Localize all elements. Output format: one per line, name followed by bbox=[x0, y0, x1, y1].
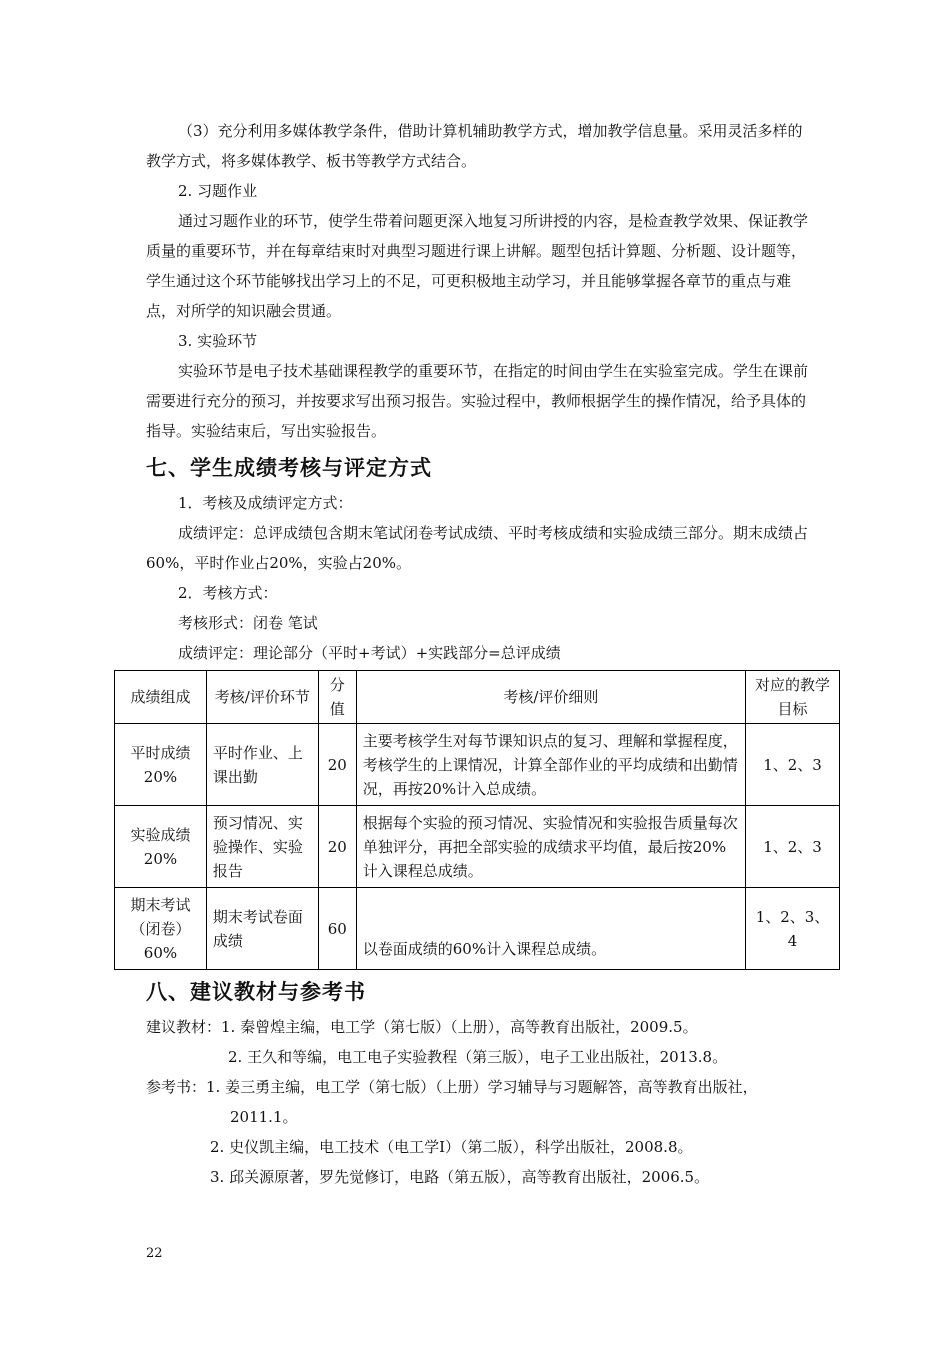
section-7-item-2: 2．考核方式： bbox=[178, 584, 278, 602]
grading-table bbox=[114, 670, 840, 970]
section-7-form: 考核形式：闭卷 笔试 bbox=[178, 614, 318, 632]
section-7-title: 七、学生成绩考核与评定方式 bbox=[146, 456, 432, 480]
subheading-homework: 2. 习题作业 bbox=[178, 182, 258, 200]
page-content bbox=[130, 116, 831, 1192]
table-row bbox=[115, 806, 840, 888]
cell-link: 期末考试卷面成绩 bbox=[206, 888, 318, 970]
cell-detail: 主要考核学生对每节课知识点的复习、理解和掌握程度，考核学生的上课情况，计算全部作业的平均成绩和出勤情况，再按20%计入总成绩。 bbox=[356, 724, 745, 806]
textbook-1: 建议教材：1. 秦曾煌主编，电工学（第七版）（上册），高等教育出版社，2009.5。 bbox=[146, 1018, 698, 1036]
cell-component: 平时成绩20% bbox=[115, 724, 207, 806]
header-link: 考核/评价环节 bbox=[206, 671, 318, 724]
header-goal: 对应的教学目标 bbox=[746, 671, 840, 724]
table-row bbox=[115, 724, 840, 806]
cell-detail: 以卷面成绩的60%计入课程总成绩。 bbox=[356, 888, 745, 970]
cell-goal: 1、2、3、4 bbox=[746, 888, 840, 970]
table-row bbox=[115, 888, 840, 970]
cell-detail: 根据每个实验的预习情况、实验情况和实验报告质量每次单独评分，再把全部实验的成绩求平均值，最后按20%计入课程总成绩。 bbox=[356, 806, 745, 888]
section-8-title: 八、建议教材与参考书 bbox=[146, 980, 366, 1004]
header-score: 分值 bbox=[318, 671, 356, 724]
textbook-2: 2. 王久和等编，电工电子实验教程（第三版），电子工业出版社，2013.8。 bbox=[228, 1048, 728, 1066]
section-7-item-1: 1．考核及成绩评定方式： bbox=[178, 494, 353, 512]
reference-1-year: 2011.1。 bbox=[230, 1108, 298, 1126]
cell-link: 预习情况、实验操作、实验报告 bbox=[206, 806, 318, 888]
cell-link: 平时作业、上课出勤 bbox=[206, 724, 318, 806]
subheading-experiment: 3. 实验环节 bbox=[178, 332, 258, 350]
cell-component: 期末考试（闭卷）60% bbox=[115, 888, 207, 970]
cell-score: 20 bbox=[318, 724, 356, 806]
section-7-grading: 成绩评定：总评成绩包含期末笔试闭卷考试成绩、平时考核成绩和实验成绩三部分。期末成绩占60%，平时作业占20%，实验占20%。 bbox=[146, 524, 809, 572]
reference-2: 2. 史仪凯主编，电工技术（电工学Ⅰ）（第二版），科学出版社，2008.8。 bbox=[210, 1138, 693, 1156]
cell-goal: 1、2、3 bbox=[746, 724, 840, 806]
reference-1: 参考书：1. 姜三勇主编，电工学（第七版）（上册）学习辅导与习题解答，高等教育出版社， bbox=[146, 1078, 758, 1096]
header-detail: 考核/评价细则 bbox=[356, 671, 745, 724]
paragraph-experiment: 实验环节是电子技术基础课程教学的重要环节，在指定的时间由学生在实验室完成。学生在课前需要进行充分的预习，并按要求写出预习报告。实验过程中，教师根据学生的操作情况，给予具体的指导。实验结束后，写出实验报告。 bbox=[146, 362, 809, 440]
cell-component: 实验成绩20% bbox=[115, 806, 207, 888]
cell-score: 60 bbox=[318, 888, 356, 970]
paragraph-multimedia: （3）充分利用多媒体教学条件，借助计算机辅助教学方式，增加教学信息量。采用灵活多样的教学方式，将多媒体教学、板书等教学方式结合。 bbox=[146, 122, 803, 170]
cell-score: 20 bbox=[318, 806, 356, 888]
page-number: 22 bbox=[146, 1246, 163, 1261]
paragraph-homework: 通过习题作业的环节，使学生带着问题更深入地复习所讲授的内容，是检查教学效果、保证教学质量的重要环节，并在每章结束时对典型习题进行课上讲解。题型包括计算题、分析题、设计题等，学生通过这个环节能够找出学习上的不足，可更积极地主动学习，并且能够掌握各章节的重点与难点，对所学的知识融会贯通。 bbox=[146, 212, 809, 320]
reference-3: 3. 邱关源原著，罗先觉修订，电路（第五版），高等教育出版社，2006.5。 bbox=[210, 1168, 710, 1186]
table-header-row bbox=[115, 671, 840, 724]
section-7-formula: 成绩评定：理论部分（平时+考试）+实践部分=总评成绩 bbox=[178, 644, 561, 662]
header-component: 成绩组成 bbox=[115, 671, 207, 724]
cell-goal: 1、2、3 bbox=[746, 806, 840, 888]
